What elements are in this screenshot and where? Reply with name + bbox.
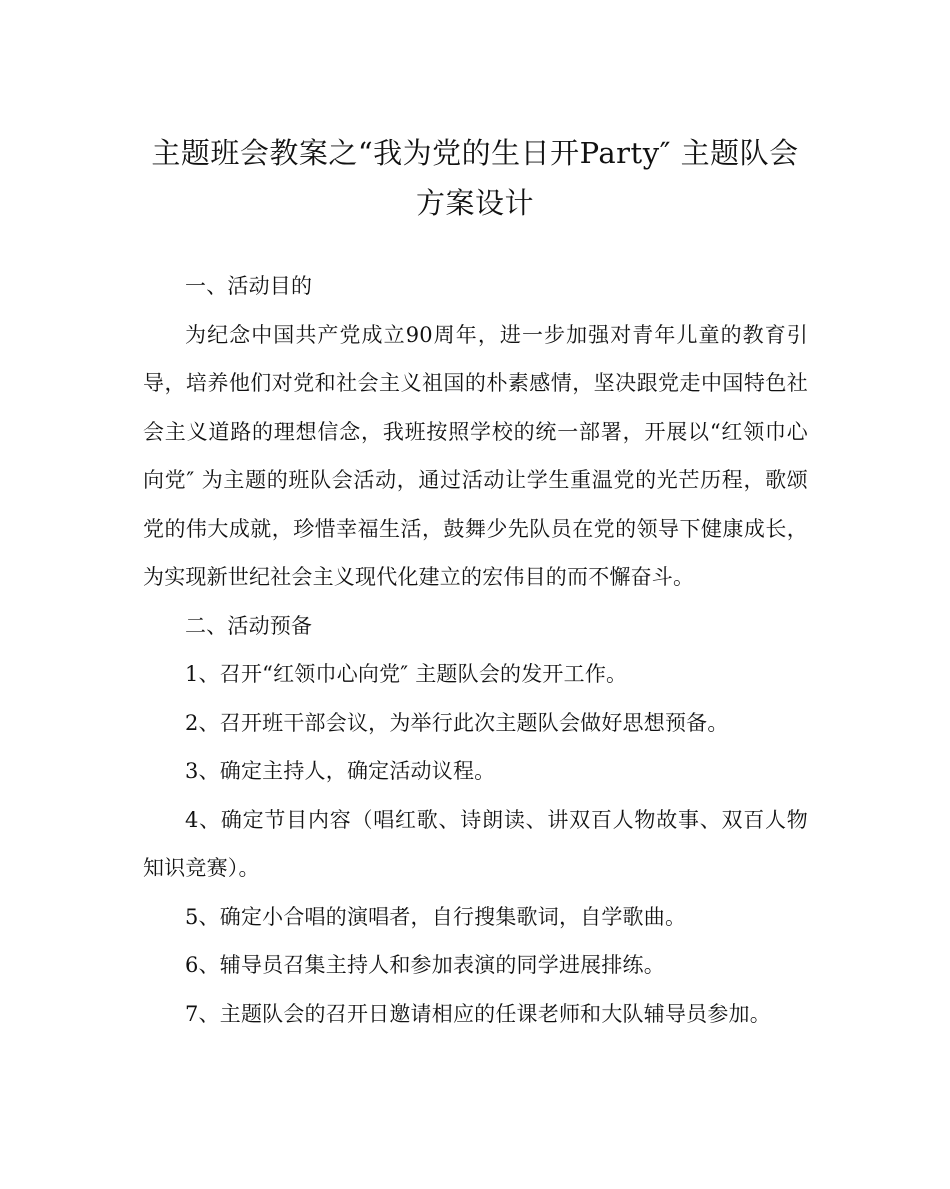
section-heading-preparation: 二、活动预备 (185, 613, 313, 638)
section-heading-purpose: 一、活动目的 (185, 274, 313, 298)
preparation-item: 3、确定主持人，确定活动议程。 (185, 759, 496, 783)
preparation-item: 1、召开“红领巾心向党″ 主题队会的发开工作。 (185, 662, 628, 686)
purpose-paragraph: 为纪念中国共产党成立90周年，进一步加强对青年儿童的教育引导，培养他们对党和社会主义祖国的朴素感情，坚决跟党走中国特色社会主义道路的理想信念，我班按照学校的统一部署，开展以“红领巾心向党″ 为主题的班队会活动，通过活动让学生重温党的光芒历程，歌颂党的伟大成就，珍惜幸福生活，鼓舞少先队员在党的领导下健康成长，为实现新世纪社会主义现代化建立的宏伟目的而不懈奋斗。 (143, 322, 808, 589)
document-title: 主题班会教案之“我为党的生日开Party″ 主题队会方案设计 (151, 136, 799, 220)
preparation-item: 4、确定节目内容（唱红歌、诗朗读、讲双百人物故事、双百人物知识竞赛）。 (143, 807, 808, 880)
preparation-item: 6、辅导员召集主持人和参加表演的同学进展排练。 (185, 953, 665, 977)
preparation-item: 2、召开班干部会议，为举行此次主题队会做好思想预备。 (185, 710, 729, 735)
document-body (143, 262, 808, 1038)
preparation-item: 5、确定小合唱的演唱者，自行搜集歌词，自学歌曲。 (185, 904, 687, 929)
preparation-item: 7、主题队会的召开日邀请相应的任课老师和大队辅导员参加。 (185, 1001, 771, 1026)
